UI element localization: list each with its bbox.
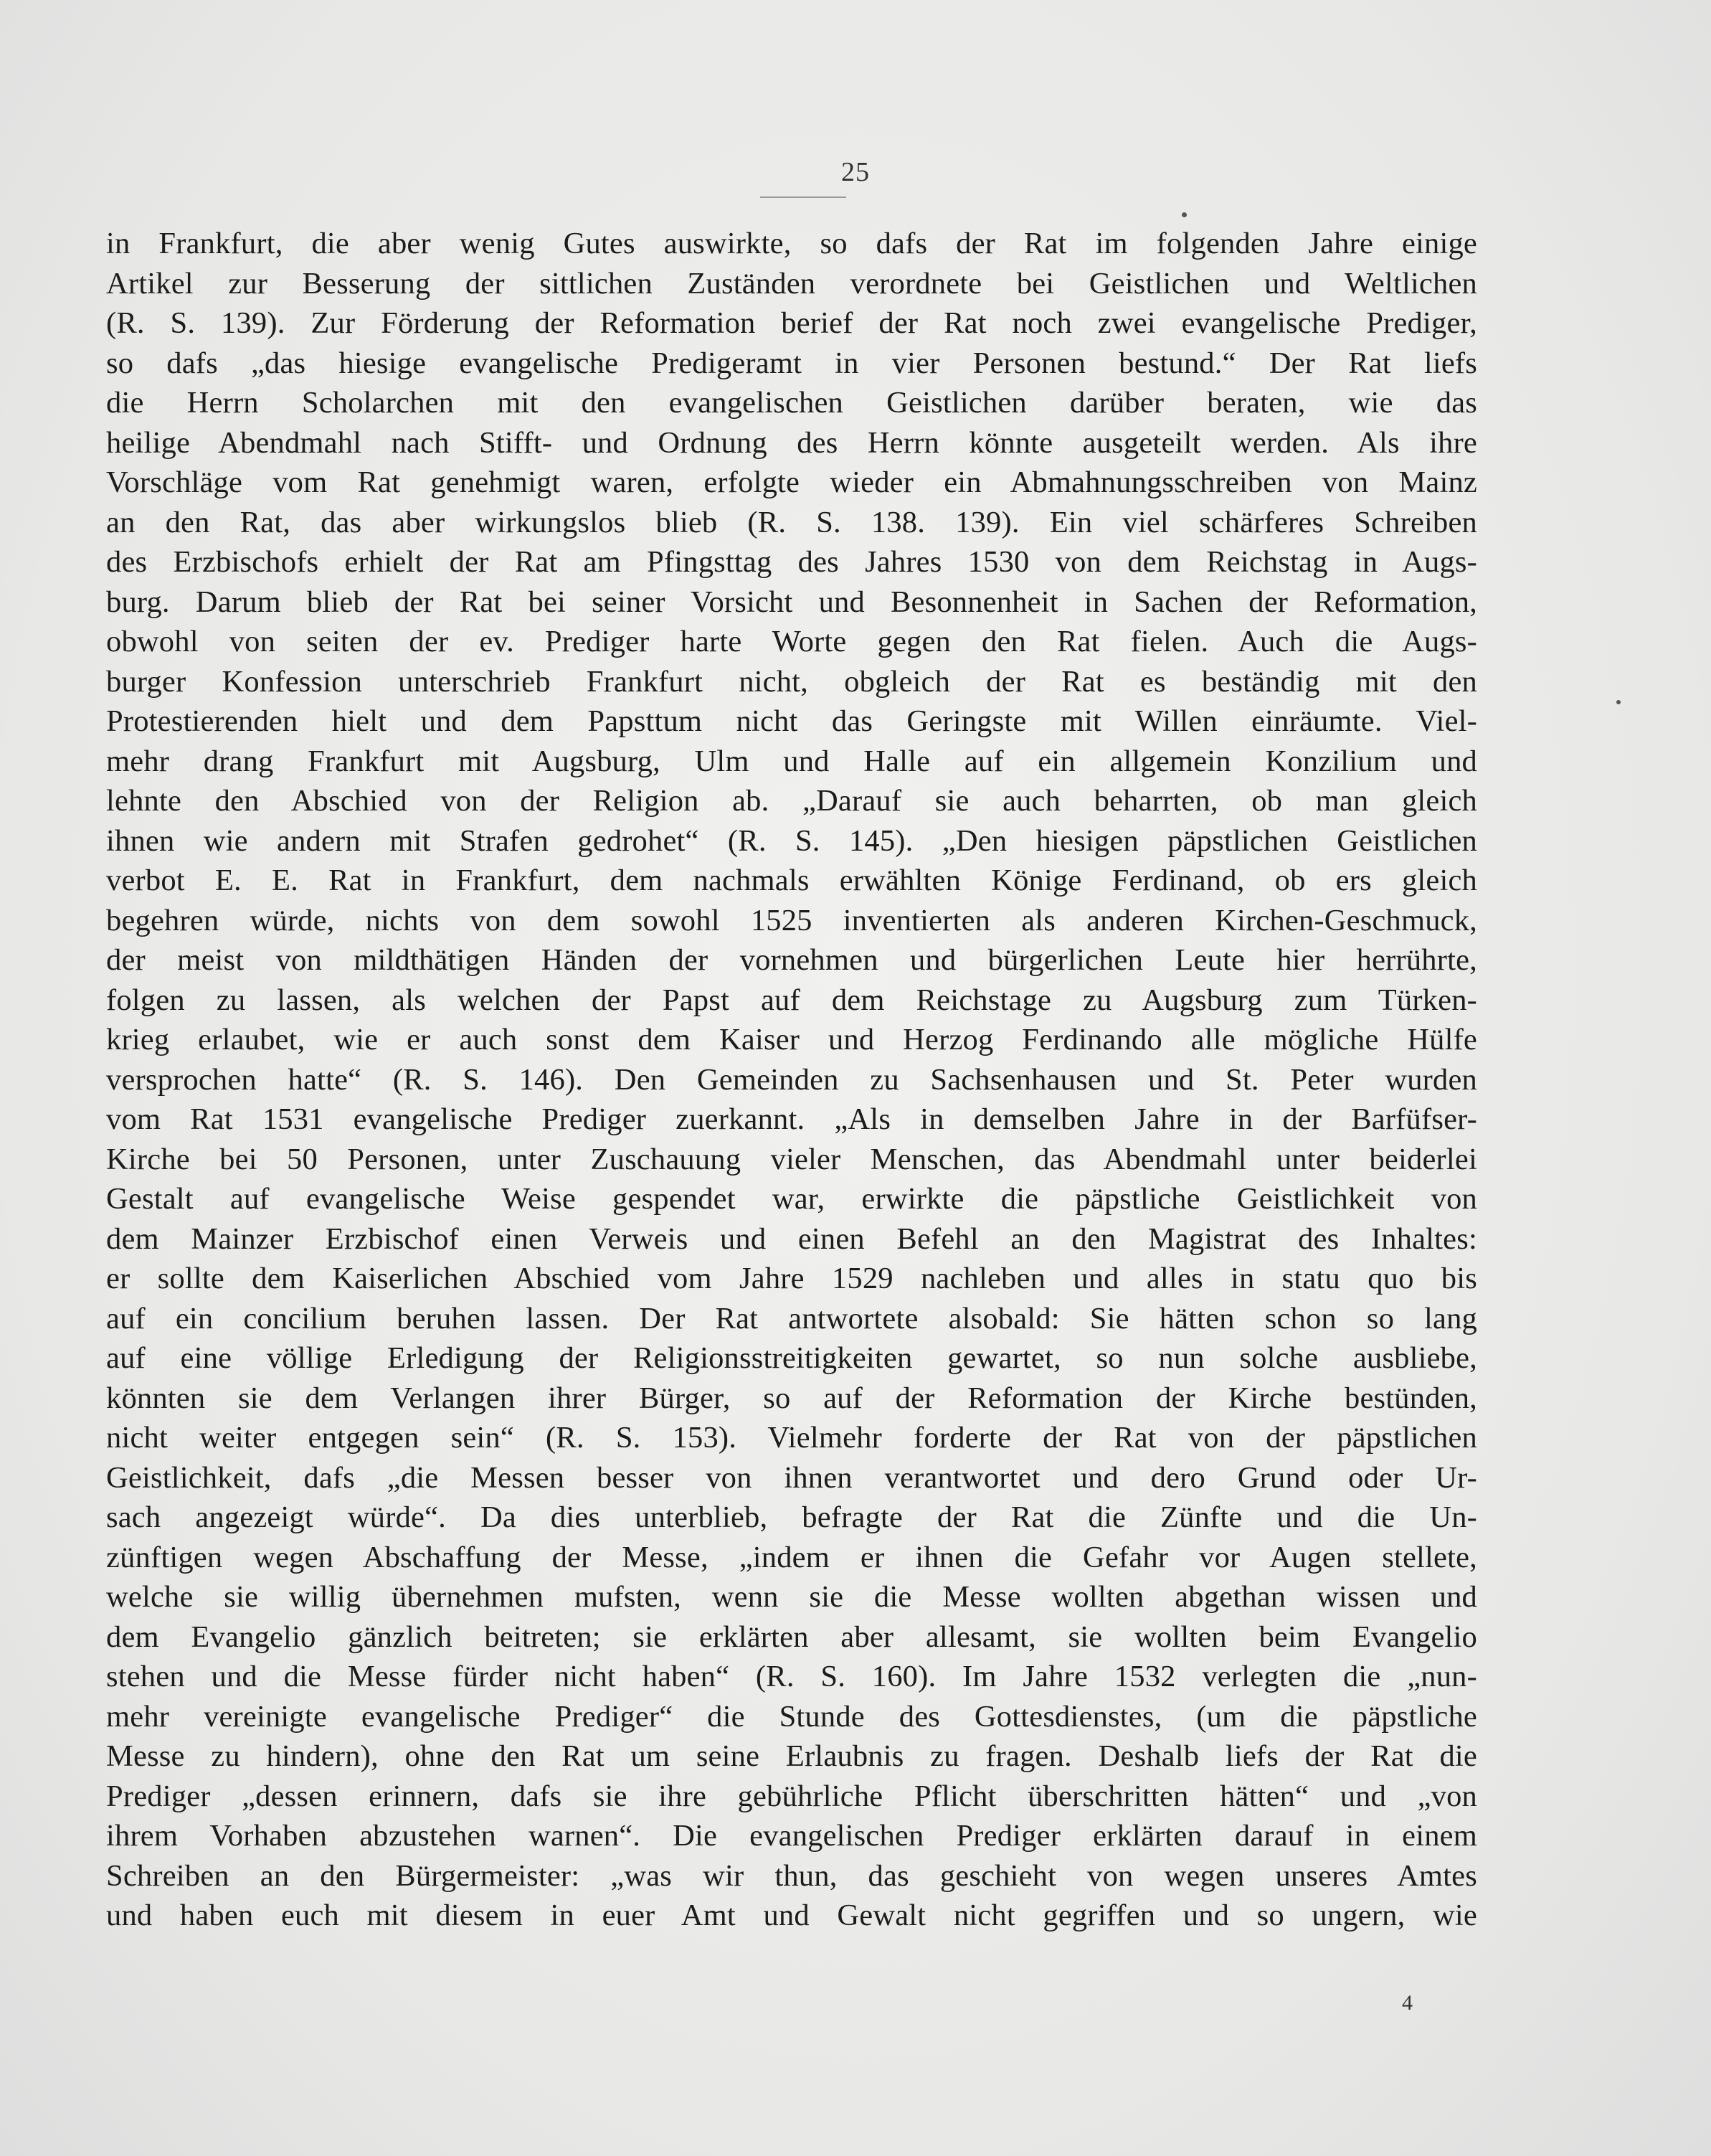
body-line: burg. Darum blieb der Rat bei seiner Vorsicht und Besonnenheit in Sachen der Reformation, (106, 585, 1477, 619)
body-line: könnten sie dem Verlangen ihrer Bürger, so auf der Reformation der Kirche bestünden, (106, 1381, 1477, 1415)
body-line: burger Konfession unterschrieb Frankfurt nicht, obgleich der Rat es beständig mit den (106, 664, 1477, 699)
body-line: Prediger „dessen erinnern, dafs sie ihre gebührliche Pflicht überschritten hätten“ und „von (106, 1779, 1477, 1813)
body-line: auf ein concilium beruhen lassen. Der Rat antwortete alsobald: Sie hätten schon so lang (106, 1301, 1477, 1335)
body-line: ihnen wie andern mit Strafen gedrohet“ (R. S. 145). „Den hiesigen päpstlichen Geistlichen (106, 823, 1477, 858)
body-line: er sollte dem Kaiserlichen Abschied vom Jahre 1529 nachleben und alles in statu quo bis (106, 1262, 1477, 1295)
body-line: heilige Abendmahl nach Stifft- und Ordnung des Herrn könnte ausgeteilt werden. Als ihre (106, 425, 1477, 460)
body-line: ihrem Vorhaben abzustehen warnen“. Die evangelischen Prediger erklärten darauf in einem (106, 1819, 1477, 1853)
body-line: Messe zu hindern), ohne den Rat um seine Erlaubnis zu fragen. Deshalb liefs der Rat die (106, 1739, 1477, 1773)
body-text (106, 224, 1477, 1936)
body-line: die Herrn Scholarchen mit den evangelischen Geistlichen darüber beraten, wie das (106, 386, 1477, 420)
body-line: mehr drang Frankfurt mit Augsburg, Ulm und Halle auf ein allgemein Konzilium und (106, 744, 1477, 778)
printer-signature: 4 (1402, 1991, 1413, 2015)
body-line: obwohl von seiten der ev. Prediger harte Worte gegen den Rat fielen. Auch die Augs- (106, 625, 1477, 658)
body-line: Kirche bei 50 Personen, unter Zuschauung vieler Menschen, das Abendmahl unter beiderlei (106, 1142, 1477, 1176)
body-line: lehnte den Abschied von der Religion ab. „Darauf sie auch beharrten, ob man gleich (106, 784, 1477, 818)
body-line: stehen und die Messe fürder nicht haben“ (R. S. 160). Im Jahre 1532 verlegten die „nun- (106, 1660, 1477, 1693)
body-line: der meist von mildthätigen Händen der vornehmen und bürgerlichen Leute hier herrührte, (106, 943, 1477, 977)
body-line: zünftigen wegen Abschaffung der Messe, „indem er ihnen die Gefahr vor Augen stellete, (106, 1540, 1477, 1574)
body-line: des Erzbischofs erhielt der Rat am Pfingsttag des Jahres 1530 von dem Reichstag in Augs- (106, 545, 1477, 579)
body-line: dem Evangelio gänzlich beitreten; sie erklärten aber allesamt, sie wollten beim Evangelio (106, 1620, 1477, 1654)
body-line: welche sie willig übernehmen mufsten, wenn sie die Messe wollten abgethan wissen und (106, 1580, 1477, 1614)
body-line: verbot E. E. Rat in Frankfurt, dem nachmals erwählten Könige Ferdinand, ob ers gleich (106, 864, 1477, 897)
speck-mark (1616, 700, 1621, 704)
body-line: begehren würde, nichts von dem sowohl 1525 inventierten als anderen Kirchen-Geschmuck, (106, 903, 1477, 937)
body-line: Geistlichkeit, dafs „die Messen besser von ihnen verantwortet und dero Grund oder Ur- (106, 1460, 1477, 1495)
body-line: mehr vereinigte evangelische Prediger“ die Stunde des Gottesdienstes, (um die päpstliche (106, 1699, 1477, 1734)
body-line: dem Mainzer Erzbischof einen Verweis und einen Befehl an den Magistrat des Inhaltes: (106, 1221, 1477, 1256)
body-line: an den Rat, das aber wirkungslos blieb (R. S. 138. 139). Ein viel schärferes Schreiben (106, 505, 1477, 539)
body-line: nicht weiter entgegen sein“ (R. S. 153). Vielmehr forderte der Rat von der päpstlichen (106, 1421, 1477, 1455)
body-line: Gestalt auf evangelische Weise gespendet war, erwirkte die päpstliche Geistlichkeit von (106, 1182, 1477, 1216)
body-line: in Frankfurt, die aber wenig Gutes auswirkte, so dafs der Rat im folgenden Jahre einige (106, 227, 1477, 260)
page-number: 25 (841, 157, 870, 187)
body-line: Artikel zur Besserung der sittlichen Zuständen verordnete bei Geistlichen und Weltlichen (106, 266, 1477, 301)
body-line: vom Rat 1531 evangelische Prediger zuerkannt. „Als in demselben Jahre in der Barfüfser- (106, 1102, 1477, 1136)
body-line: und haben euch mit diesem in euer Amt und Gewalt nicht gegriffen und so ungern, wie (106, 1899, 1477, 1932)
body-line: Vorschläge vom Rat genehmigt waren, erfolgte wieder ein Abmahnungsschreiben von Mainz (106, 465, 1477, 499)
page-number-underline (760, 197, 846, 198)
body-line: folgen zu lassen, als welchen der Papst auf dem Reichstage zu Augsburg zum Türken- (106, 983, 1477, 1017)
body-line: auf eine völlige Erledigung der Religionsstreitigkeiten gewartet, so nun solche ausbliebe, (106, 1341, 1477, 1375)
body-line: Protestierenden hielt und dem Papsttum nicht das Geringste mit Willen einräumte. Viel- (106, 704, 1477, 738)
body-line: Schreiben an den Bürgermeister: „was wir thun, das geschieht von wegen unseres Amtes (106, 1858, 1477, 1893)
body-line: (R. S. 139). Zur Förderung der Reformation berief der Rat noch zwei evangelische Prediger, (106, 306, 1477, 340)
body-line: so dafs „das hiesige evangelische Predigeramt in vier Personen bestund.“ Der Rat liefs (106, 346, 1477, 380)
body-line: versprochen hatte“ (R. S. 146). Den Gemeinden zu Sachsenhausen und St. Peter wurden (106, 1062, 1477, 1097)
body-line: sach angezeigt würde“. Da dies unterblieb, befragte der Rat die Zünfte und die Un- (106, 1500, 1477, 1534)
speck-mark (1182, 212, 1187, 217)
body-line: krieg erlaubet, wie er auch sonst dem Kaiser und Herzog Ferdinando alle mögliche Hülfe (106, 1023, 1477, 1056)
